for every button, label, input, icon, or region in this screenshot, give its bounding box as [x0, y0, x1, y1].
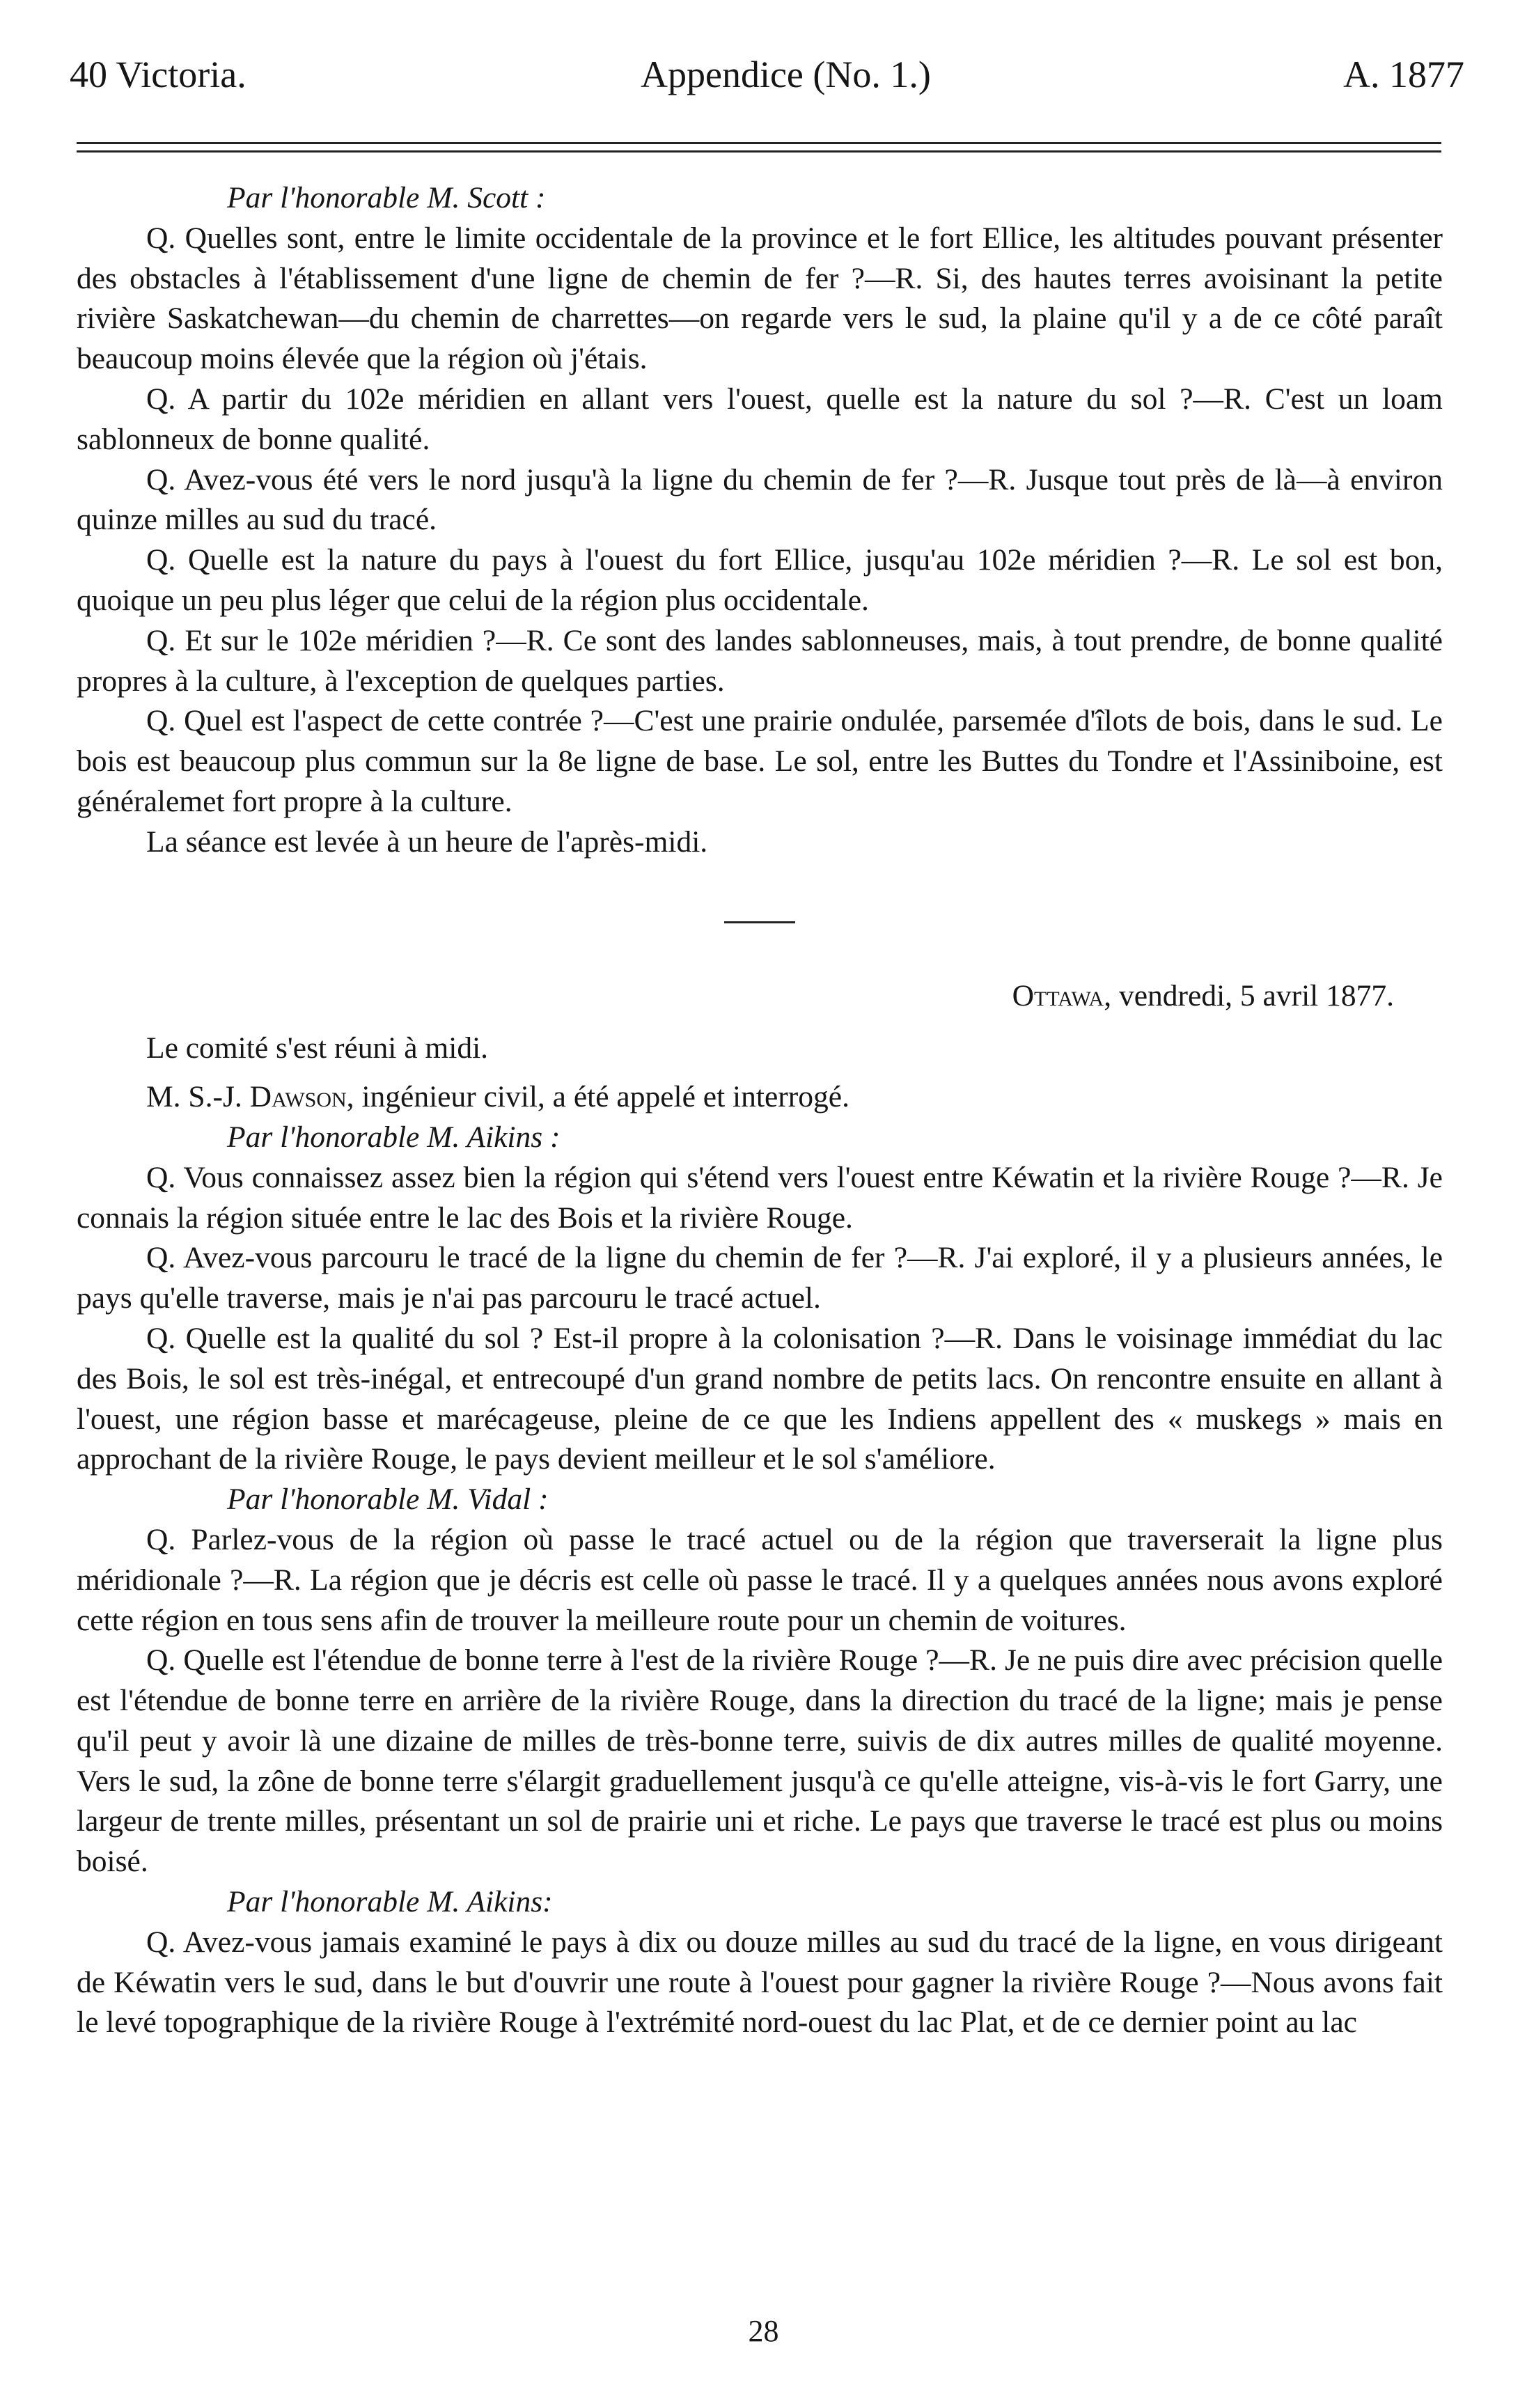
- session-opening: Le comité s'est réuni à midi.: [146, 1031, 489, 1065]
- dateline-place: Ottawa,: [1012, 978, 1112, 1013]
- paragraph: Q. Quelle est l'étendue de bonne terre à l'est de la rivière Rouge ?—R. Je ne puis dire avec précision quelle est l'étendue de bonne terre en arrière de la rivière Rouge, dans la direction du tracé de la ligne; mais je pense qu'il peut y avoir là une dizaine de milles de très-bonne terre, suivis de dix autres milles de qualité moyenne. Vers le sud, la zône de bonne terre s'élargit graduellement jusqu'à ce qu'elle atteigne, vis-à-vis le fort Garry, une largeur de trente milles, présentant un sol de prairie uni et riche. Le pays que traverse le tracé est plus ou moins boisé.: [77, 1643, 1443, 1879]
- adjournment-note: La séance est levée à un heure de l'après-midi.: [146, 824, 708, 859]
- dateline-date: vendredi, 5 avril 1877.: [1111, 978, 1394, 1013]
- header-session: 40 Victoria.: [70, 54, 246, 95]
- header-double-rule: [77, 142, 1441, 153]
- paragraph: Q. Quelle est la qualité du sol ? Est-il propre à la colonisation ?—R. Dans le voisinage immédiat du lac des Bois, le sol est très-inégal, et entrecoupé d'un grand nombre de petits lacs. On rencontre ensuite en allant à l'ouest, une région basse et marécageuse, pleine de ce que les Indiens appellent des « muskegs » mais en approchant de la rivière Rouge, le pays devient meilleur et le sol s'améliore.: [77, 1321, 1443, 1476]
- speaker-heading: Par l'honorable M. Scott :: [227, 181, 546, 214]
- witness-prefix: M. S.-J.: [146, 1080, 250, 1114]
- page-number: 28: [748, 2314, 779, 2348]
- paragraph: Q. Vous connaissez assez bien la région qui s'étend vers l'ouest entre Kéwatin et la rivière Rouge ?—R. Je connais la région située entre le lac des Bois et la rivière Rouge.: [77, 1160, 1443, 1235]
- paragraph: Q. Avez-vous été vers le nord jusqu'à la ligne du chemin de fer ?—R. Jusque tout près de là—à environ quinze milles au sud du tracé.: [77, 462, 1443, 537]
- header-year: A. 1877: [1343, 54, 1464, 95]
- witness-description: ingénieur civil, a été appelé et interrogé.: [354, 1080, 849, 1114]
- paragraph: Q. A partir du 102e méridien en allant vers l'ouest, quelle est la nature du sol ?—R. C'est un loam sablonneux de bonne qualité.: [77, 382, 1443, 456]
- paragraph: Q. Parlez-vous de la région où passe le tracé actuel ou de la région que traverserait la ligne plus méridionale ?—R. La région que je décris est celle où passe le tracé. Il y a quelques années nous avons exploré cette région en tous sens afin de trouver la meilleure route pour un chemin de voitures.: [77, 1522, 1443, 1637]
- paragraph: Q. Quelles sont, entre le limite occidentale de la province et le fort Ellice, les altitudes pouvant présenter des obstacles à l'établissement d'une ligne de chemin de fer ?—R. Si, des hautes terres avoisinant la petite rivière Saskatchewan—du chemin de charrettes—on regarde vers le sud, la plaine qu'il y a de ce côté paraît beaucoup moins élevée que la région où j'étais.: [77, 221, 1443, 376]
- speaker-heading: Par l'honorable M. Aikins :: [227, 1120, 561, 1154]
- paragraph: Q. Quelle est la nature du pays à l'ouest du fort Ellice, jusqu'au 102e méridien ?—R. Le sol est bon, quoique un peu plus léger que celui de la région plus occidentale.: [77, 543, 1443, 617]
- document-body: [77, 178, 1443, 2043]
- section-divider: [724, 921, 795, 923]
- paragraph: Q. Quel est l'aspect de cette contrée ?—C'est une prairie ondulée, parsemée d'îlots de bois, dans le sud. Le bois est beaucoup plus commun sur la 8e ligne de base. Le sol, entre les Buttes du Tondre et l'Assiniboine, est généralemet fort propre à la culture.: [77, 704, 1443, 818]
- running-header: [70, 43, 1464, 106]
- session-dateline: [77, 976, 1443, 1017]
- paragraph: Q. Avez-vous jamais examiné le pays à dix ou douze milles au sud du tracé de la ligne, en vous dirigeant de Kéwatin vers le sud, dans le but d'ouvrir une route à l'ouest pour gagner la rivière Rouge ?—Nous avons fait le levé topographique de la rivière Rouge à l'extrémité nord-ouest du lac Plat, et de ce dernier point au lac: [77, 1925, 1443, 2040]
- witness-name: Dawson,: [249, 1080, 354, 1114]
- header-appendix: Appendice (No. 1.): [641, 54, 931, 95]
- witness-line: [77, 1077, 1443, 1118]
- paragraph: Q. Avez-vous parcouru le tracé de la ligne du chemin de fer ?—R. J'ai exploré, il y a plusieurs années, le pays qu'elle traverse, mais je n'ai pas parcouru le tracé actuel.: [77, 1241, 1443, 1315]
- speaker-heading: Par l'honorable M. Vidal :: [227, 1483, 549, 1517]
- speaker-heading: Par l'honorable M. Aikins:: [227, 1885, 553, 1919]
- paragraph: Q. Et sur le 102e méridien ?—R. Ce sont des landes sablonneuses, mais, à tout prendre, de bonne qualité propres à la culture, à l'exception de quelques parties.: [77, 623, 1443, 698]
